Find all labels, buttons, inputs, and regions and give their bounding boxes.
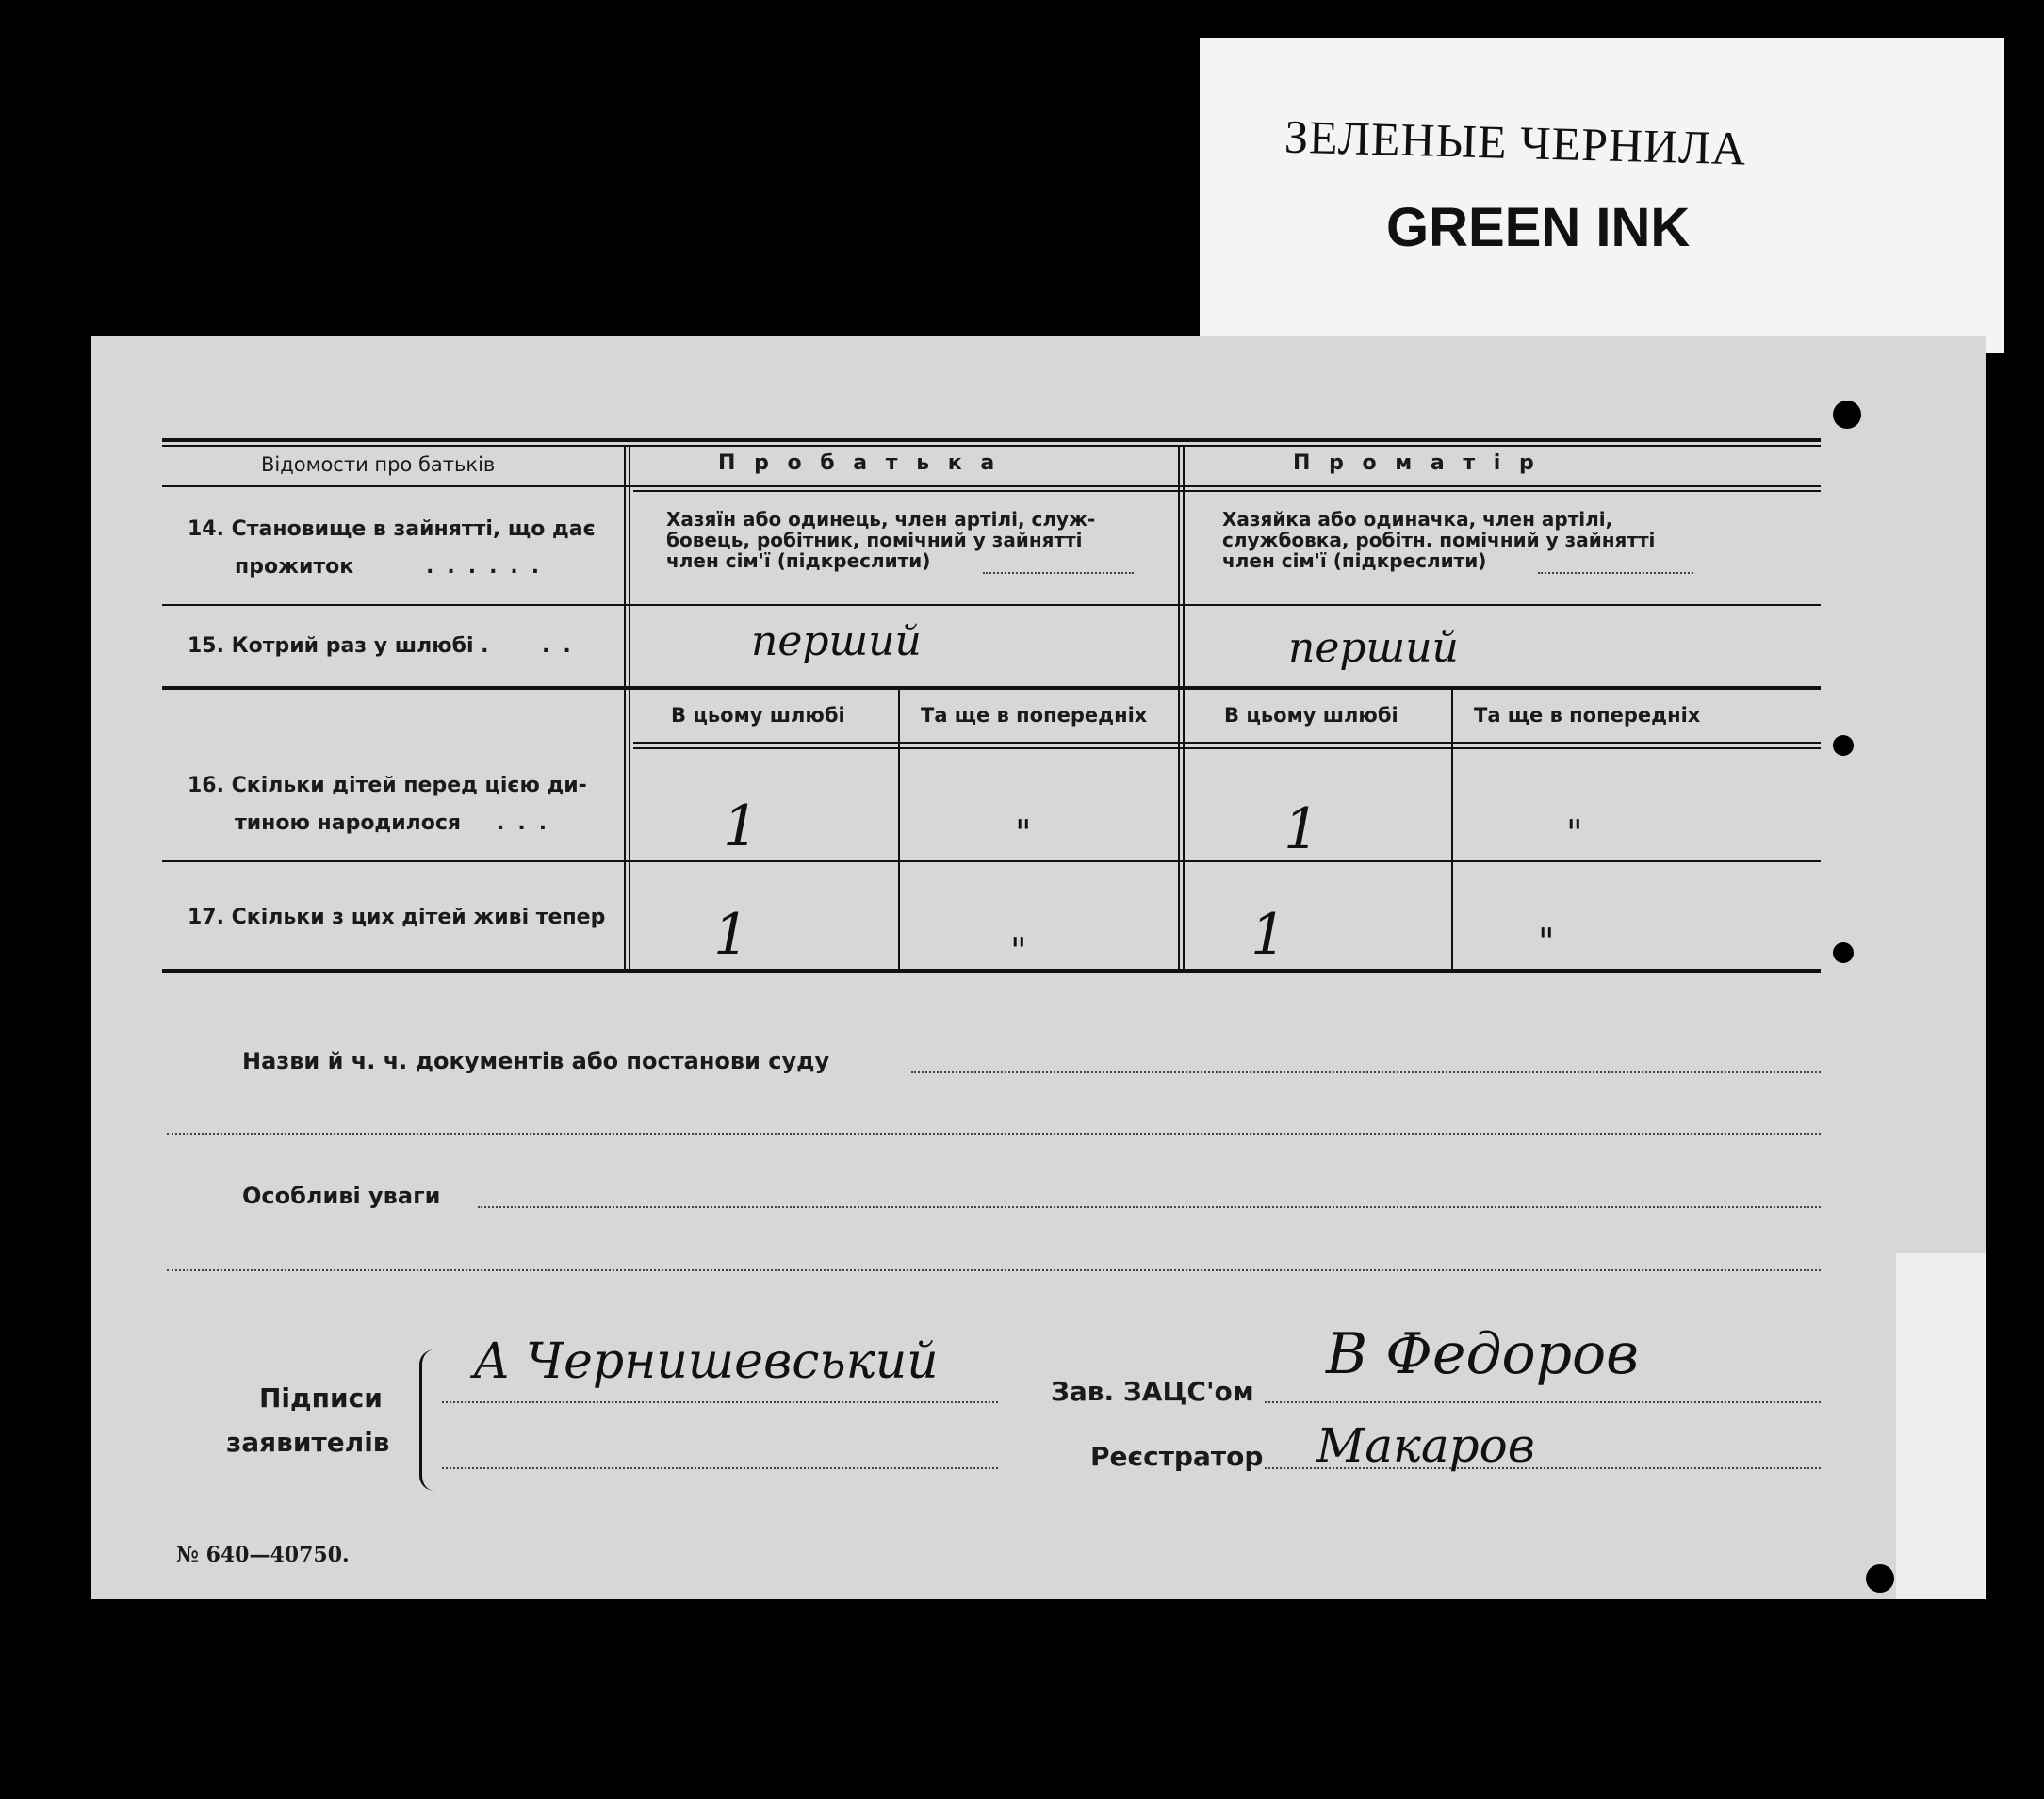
header-father: П р о б а т ь к а xyxy=(718,451,1001,475)
table-top-rule xyxy=(162,438,1821,442)
row14-leader-dots: ...... xyxy=(426,555,553,579)
green-ink-label-card xyxy=(1200,38,2004,353)
table-top-rule-thin xyxy=(162,445,1821,447)
header-rule-2 xyxy=(633,490,1821,492)
col-divider-mother xyxy=(1451,690,1453,971)
col-divider-2a xyxy=(1178,447,1180,971)
header-rule xyxy=(162,485,1821,487)
applicant-signature: А Чернишевський xyxy=(473,1333,939,1390)
row17-mother-current: 1 xyxy=(1251,902,1287,968)
applicants-brace xyxy=(419,1349,435,1491)
row14-mother-text: Хазяйка або одиначка, член артілі, службовка, робітн. помічний у зайнятті член сім'ї (підкреслити) xyxy=(1222,508,1656,572)
row15-leader-dots: .. xyxy=(542,634,584,658)
subheader-father-current: В цьому шлюбі xyxy=(671,704,845,727)
row17-mother-previous: " xyxy=(1538,921,1555,962)
label-english-text: GREEN INK xyxy=(1386,197,1691,258)
col-divider-1b xyxy=(629,447,630,971)
registrar-signature: Макаров xyxy=(1316,1418,1535,1473)
row16-father-previous: " xyxy=(1015,812,1032,854)
applicants-label-2: заявителів xyxy=(226,1427,390,1458)
row14-label-1: 14. Становище в зайнятті, що дає xyxy=(188,517,596,541)
row15-label: 15. Котрий раз у шлюбі . xyxy=(188,634,489,658)
row16-label-1: 16. Скільки дітей перед цією ди- xyxy=(188,774,587,797)
row16-father-current: 1 xyxy=(723,793,760,859)
row16-mother-previous: " xyxy=(1566,812,1583,854)
form-sheet xyxy=(91,336,1986,1599)
remarks-dotted-line-2 xyxy=(167,1269,1821,1271)
label-russian-text: ЗЕЛЕНЫЕ ЧЕРНИЛА xyxy=(1284,109,1747,175)
row17-label: 17. Скільки з цих дітей живі тепер xyxy=(188,906,606,929)
row14-father-text: Хазяїн або одинець, член артілі, служ- бовець, робітник, помічний у зайнятті член сім'ї (підкреслити) xyxy=(666,508,1096,572)
applicants-label-1: Підписи xyxy=(259,1382,383,1414)
row16-label-2: тиною народилося xyxy=(235,811,462,835)
documents-dotted-line-2 xyxy=(167,1133,1821,1135)
subheader-mother-current: В цьому шлюбі xyxy=(1224,704,1398,727)
subheader-rule xyxy=(633,742,1821,744)
row16-mother-current: 1 xyxy=(1284,796,1320,862)
row17-father-current: 1 xyxy=(713,902,750,968)
subheader-rule-2 xyxy=(633,747,1821,749)
binding-hole xyxy=(1833,401,1861,429)
row15-father-handwriting: перший xyxy=(751,617,922,665)
subheader-mother-previous: Та ще в попередніх xyxy=(1474,704,1701,727)
row14-rule xyxy=(162,604,1821,606)
col-divider-father xyxy=(898,690,900,971)
registrar-label: Реєстратор xyxy=(1090,1441,1264,1472)
applicant-signature-line-2 xyxy=(442,1467,998,1469)
row14-mother-dots xyxy=(1538,572,1693,574)
binding-hole xyxy=(1833,942,1854,963)
applicant-signature-line-1 xyxy=(442,1401,998,1403)
header-mother: П р о м а т і р xyxy=(1293,451,1540,475)
col-divider-1a xyxy=(624,447,626,971)
subheader-father-previous: Та ще в попередніх xyxy=(921,704,1148,727)
row16-leader-dots: ... xyxy=(497,811,561,835)
row15-mother-handwriting: перший xyxy=(1288,624,1459,672)
documents-label: Назви й ч. ч. документів або постанови суду xyxy=(242,1048,830,1074)
documents-dotted-line-1 xyxy=(911,1071,1821,1073)
head-signature: В Федоров xyxy=(1326,1321,1640,1387)
paper-edge-highlight xyxy=(1896,1253,1986,1599)
row14-father-dots xyxy=(983,572,1134,574)
row15-rule xyxy=(162,686,1821,690)
head-signature-line xyxy=(1265,1401,1821,1403)
row14-label-2: прожиток xyxy=(235,555,354,579)
form-number: № 640—40750. xyxy=(176,1543,350,1567)
remarks-dotted-line-1 xyxy=(478,1206,1821,1208)
table-bottom-rule xyxy=(162,969,1821,973)
head-label: Зав. ЗАЦС'ом xyxy=(1051,1376,1254,1407)
binding-hole xyxy=(1833,735,1854,756)
row17-father-previous: " xyxy=(1010,930,1027,972)
binding-hole xyxy=(1866,1564,1894,1593)
col-divider-2b xyxy=(1183,447,1185,971)
row16-rule xyxy=(162,860,1821,862)
header-parents: Відомости про батьків xyxy=(261,453,496,476)
remarks-label: Особливі уваги xyxy=(242,1183,441,1209)
